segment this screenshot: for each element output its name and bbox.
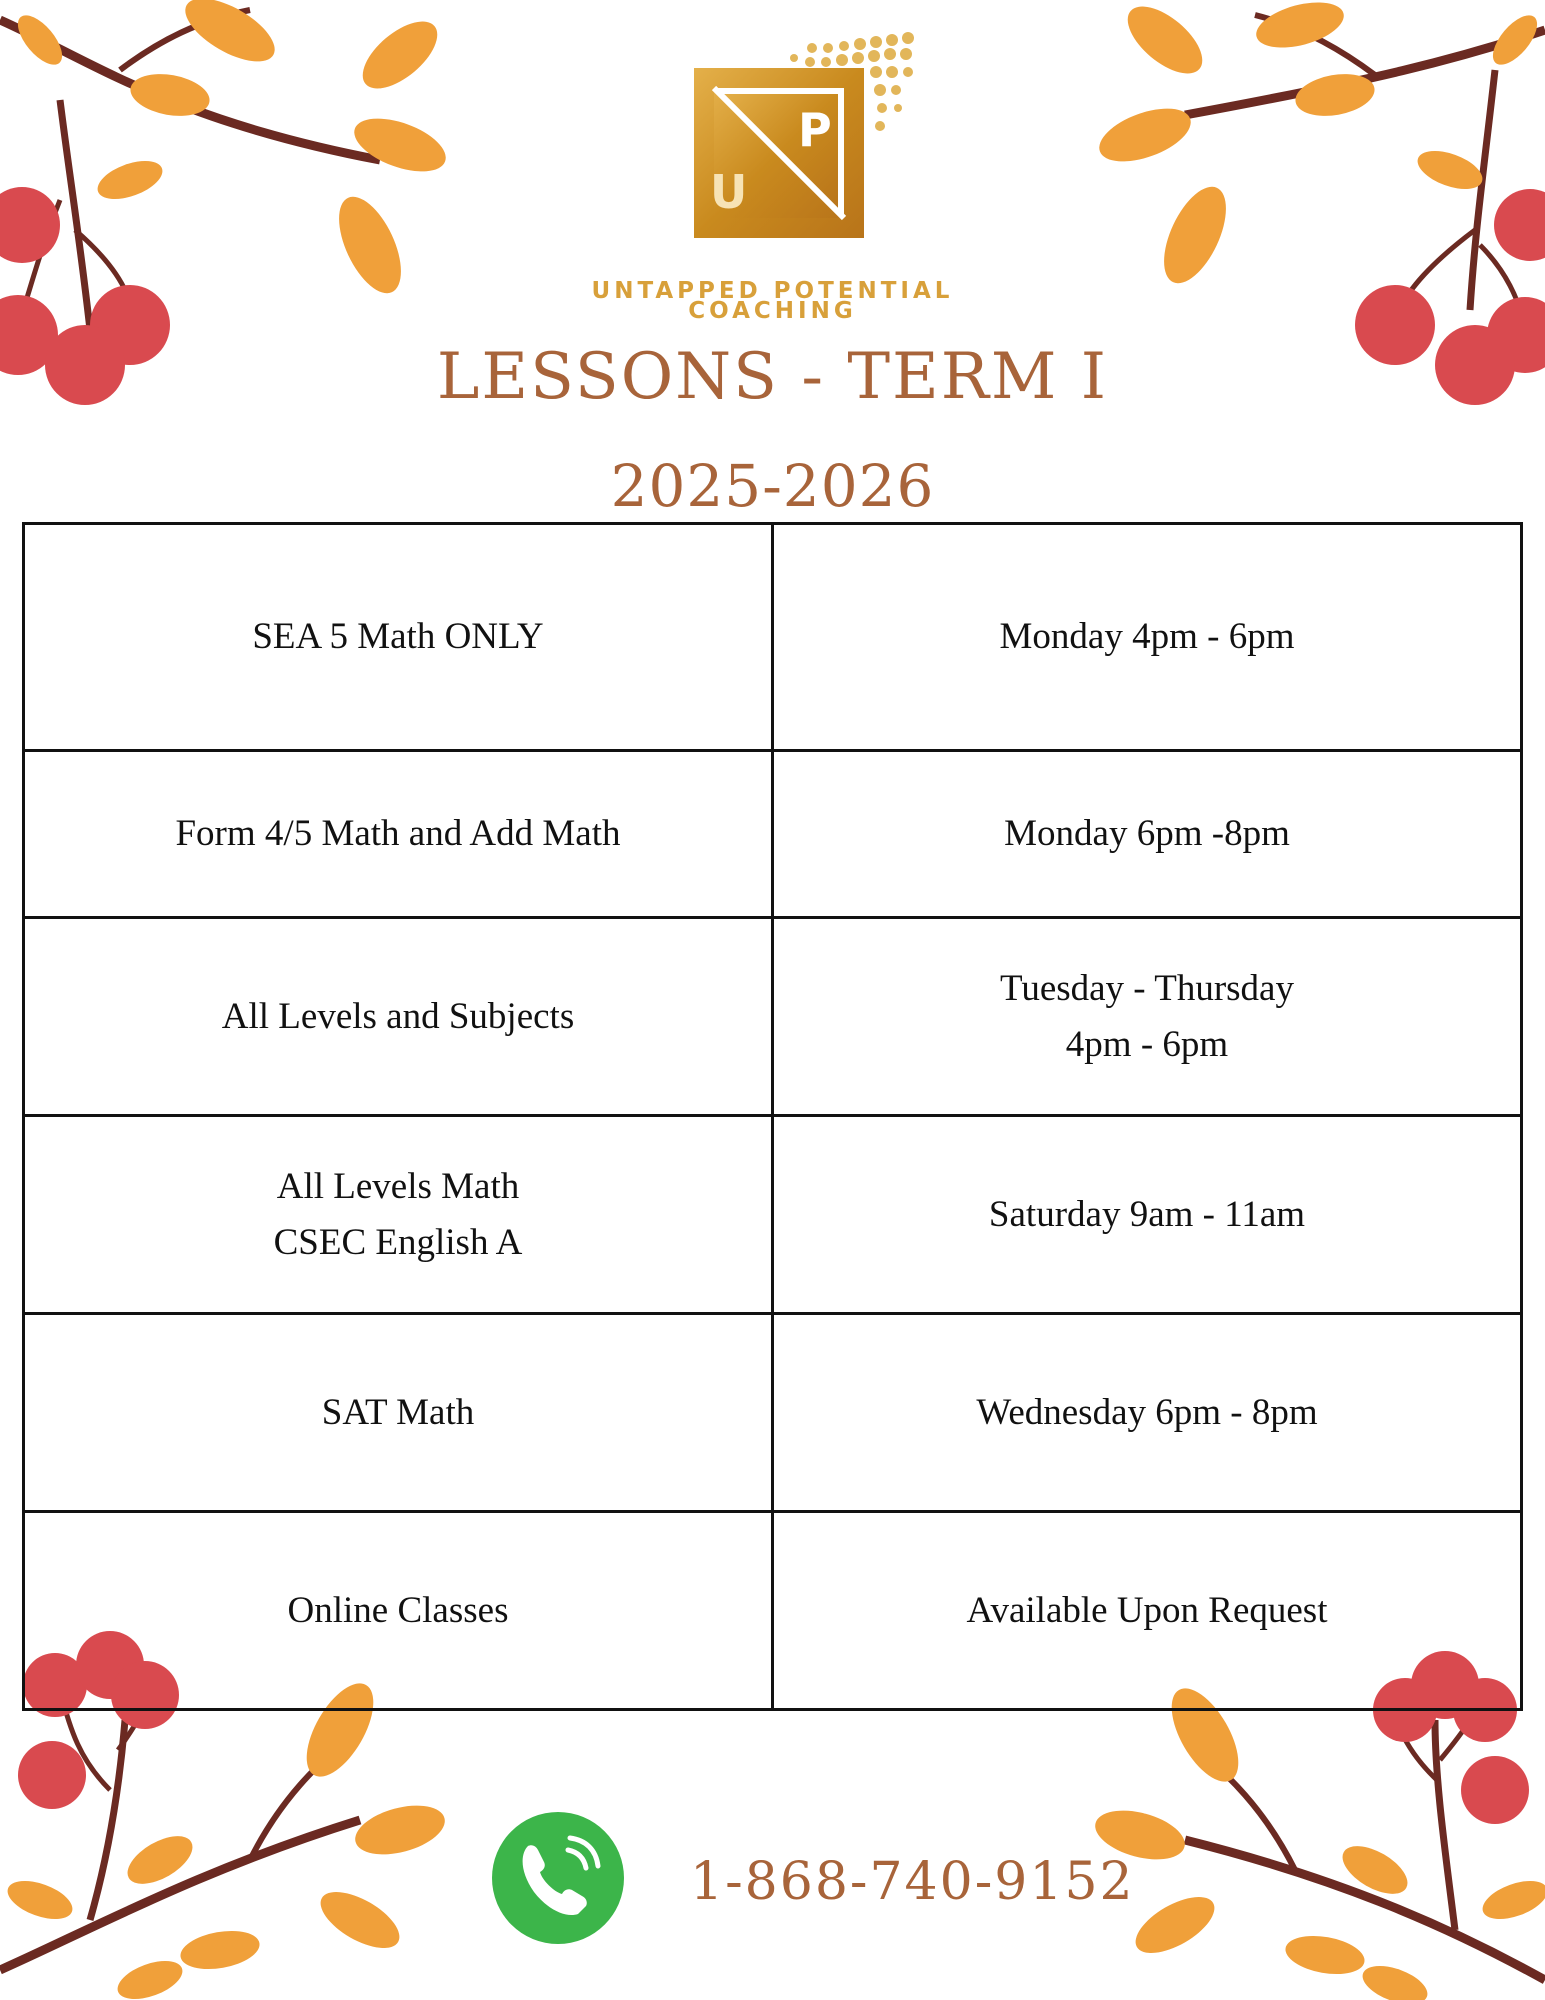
schedule-row xyxy=(24,1116,1522,1314)
logo-letter-u: U xyxy=(710,165,748,219)
cell-line: Saturday 9am - 11am xyxy=(988,1193,1306,1235)
lesson-subject-cell xyxy=(24,751,773,918)
lesson-time-cell xyxy=(773,1314,1522,1512)
cell-line: Available Upon Request xyxy=(966,1589,1328,1631)
lesson-subject-cell xyxy=(24,1314,773,1512)
cell-line: Tuesday - Thursday xyxy=(1000,967,1294,1009)
brand-logo xyxy=(690,18,926,243)
lesson-time-cell xyxy=(773,1512,1522,1710)
lesson-schedule-table xyxy=(22,522,1523,1711)
brand-name-line1: UNTAPPED POTENTIAL xyxy=(591,278,954,304)
cell-line: All Levels Math xyxy=(276,1165,520,1207)
cell-line: 4pm - 6pm xyxy=(1065,1023,1229,1065)
cell-line: All Levels and Subjects xyxy=(221,995,575,1037)
cell-line: Form 4/5 Math and Add Math xyxy=(175,813,621,854)
page-title: LESSONS - TERM I xyxy=(436,340,1109,414)
cell-line: Monday 4pm - 6pm xyxy=(999,616,1295,657)
cell-line: CSEC English A xyxy=(273,1221,523,1263)
lesson-subject-cell xyxy=(24,1512,773,1710)
lesson-time-cell xyxy=(773,1116,1522,1314)
schedule-row xyxy=(24,1314,1522,1512)
cell-line: Online Classes xyxy=(287,1589,509,1631)
cell-line: SEA 5 Math ONLY xyxy=(252,616,544,657)
schedule-row xyxy=(24,918,1522,1116)
lesson-time-cell xyxy=(773,524,1522,751)
lesson-subject-cell xyxy=(24,1116,773,1314)
lesson-time-cell xyxy=(773,751,1522,918)
term-year: 2025-2026 xyxy=(610,452,935,520)
schedule-row xyxy=(24,751,1522,918)
brand-name-line2: COACHING xyxy=(688,298,857,324)
cell-line: Wednesday 6pm - 8pm xyxy=(976,1391,1318,1433)
lesson-time-cell xyxy=(773,918,1522,1116)
phone-number[interactable]: 1-868-740-9152 xyxy=(690,1852,1135,1912)
logo-letter-p: P xyxy=(798,103,832,157)
cell-line: Monday 6pm -8pm xyxy=(1004,813,1290,854)
phone-icon xyxy=(490,1810,626,1946)
schedule-row xyxy=(24,524,1522,751)
cell-line: SAT Math xyxy=(321,1391,475,1433)
lesson-subject-cell xyxy=(24,524,773,751)
lesson-subject-cell xyxy=(24,918,773,1116)
schedule-row xyxy=(24,1512,1522,1710)
